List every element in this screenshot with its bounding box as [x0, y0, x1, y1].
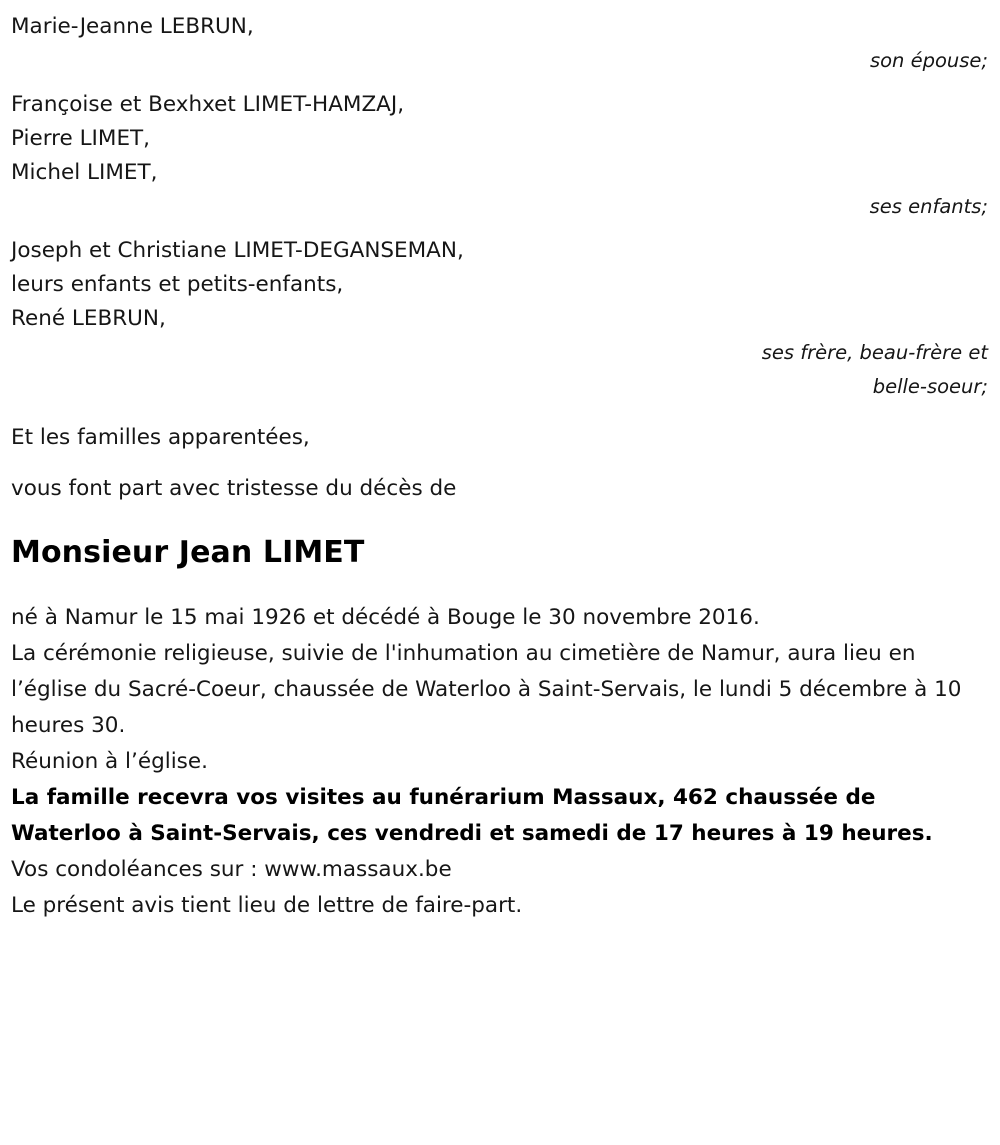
family-member-name: leurs enfants et petits-enfants,: [11, 272, 344, 297]
footer-line: Le présent avis tient lieu de lettre de faire-part.: [11, 893, 523, 918]
relation-label-spouse: son épouse;: [869, 49, 988, 72]
family-member-name: Pierre LIMET,: [11, 126, 151, 151]
relation-label-siblings: ses frère, beau-frère et belle-soeur;: [761, 341, 988, 398]
family-member-name: René LEBRUN,: [11, 306, 166, 331]
deceased-name-spacer-bottom: [11, 572, 988, 600]
family-member-name: Joseph et Christiane LIMET-DEGANSEMAN,: [11, 238, 464, 263]
group-spacer-3: [11, 404, 988, 421]
visitation-paragraph: La famille recevra vos visites au funérarium Massaux, 462 chaussée de Waterloo à Saint-Servais, ces vendredi et samedi de 17 heures à 19 heures.: [11, 785, 933, 846]
gathering-line: Réunion à l’église.: [11, 749, 208, 774]
top-spacer: [11, 0, 988, 10]
group-spacer-1: [11, 78, 988, 88]
deceased-name-spacer-top: [11, 506, 988, 534]
announcement-line: vous font part avec tristesse du décès de: [11, 476, 457, 501]
condolences-line: Vos condoléances sur : www.massaux.be: [11, 857, 452, 882]
family-member-name: Marie-Jeanne LEBRUN,: [11, 14, 254, 39]
family-group-siblings: [11, 234, 988, 404]
ceremony-paragraph: La cérémonie religieuse, suivie de l'inhumation au cimetière de Namur, aura lieu en l’église du Sacré-Coeur, chaussée de Waterloo à Saint-Servais, le lundi 5 décembre à 10 heures 30.: [11, 641, 962, 738]
group-spacer-2: [11, 224, 988, 234]
family-member-name: Françoise et Bexhxet LIMET-HAMZAJ,: [11, 92, 405, 117]
family-group-children: [11, 88, 988, 224]
announcement-spacer: [11, 455, 988, 472]
birth-death-line: né à Namur le 15 mai 1926 et décédé à Bouge le 30 novembre 2016.: [11, 605, 760, 630]
family-member-name: Michel LIMET,: [11, 160, 158, 185]
relation-label-children: ses enfants;: [869, 195, 988, 218]
other-families-line: Et les familles apparentées,: [11, 425, 310, 450]
deceased-name: Monsieur Jean LIMET: [11, 535, 365, 570]
family-group-spouse: [11, 10, 988, 78]
